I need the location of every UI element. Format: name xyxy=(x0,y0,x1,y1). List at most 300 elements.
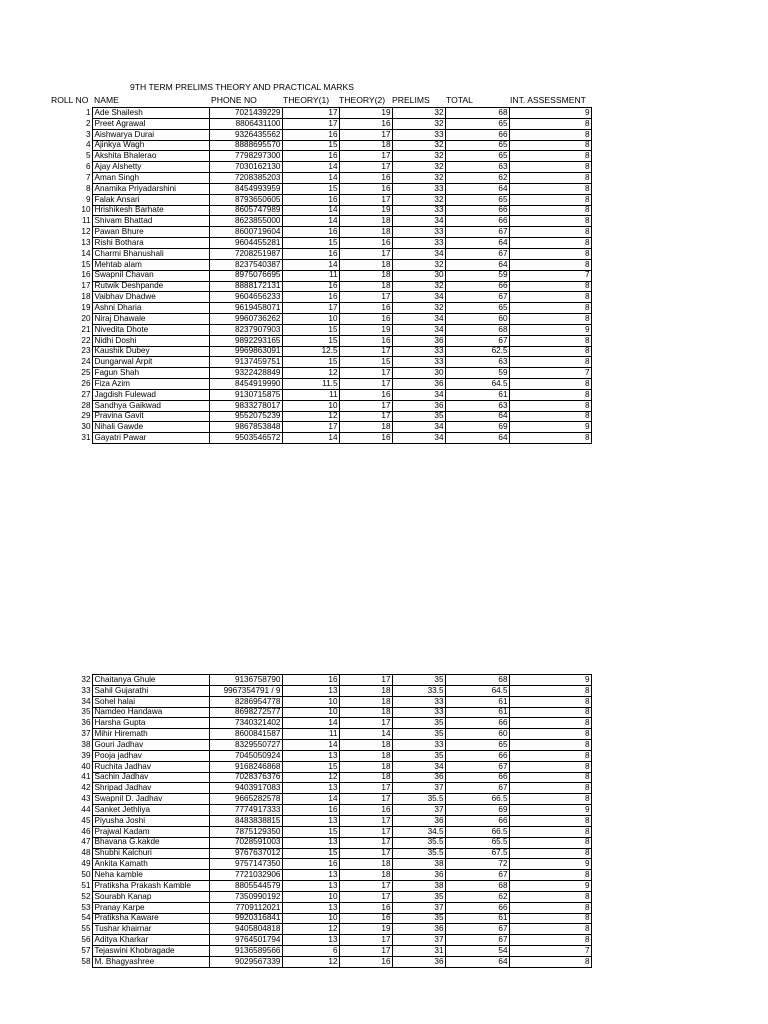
phone-cell: 8805544579 xyxy=(209,881,282,892)
table-row xyxy=(56,400,591,411)
theory-1-cell: 12 xyxy=(282,411,339,422)
prelims-cell: 34 xyxy=(392,324,445,335)
int-assessment-cell: 8 xyxy=(509,848,591,859)
prelims-cell: 32 xyxy=(392,173,445,184)
int-assessment-cell: 8 xyxy=(509,118,591,129)
table-row xyxy=(56,913,591,924)
theory-1-cell: 10 xyxy=(282,913,339,924)
roll-no-cell: 58 xyxy=(81,956,91,966)
theory-1-cell: 15 xyxy=(282,761,339,772)
prelims-cell: 36 xyxy=(392,924,445,935)
phone-cell: 9403917083 xyxy=(209,783,282,794)
roll-no-cell: 25 xyxy=(81,368,91,378)
name-cell: Tushar khairnar xyxy=(92,924,209,935)
total-cell: 68 xyxy=(445,108,509,119)
theory-2-cell: 18 xyxy=(339,259,392,270)
total-cell: 63 xyxy=(445,400,509,411)
name-cell: Ruchita Jadhav xyxy=(92,761,209,772)
theory-2-cell: 17 xyxy=(339,368,392,379)
theory-1-cell: 17 xyxy=(282,422,339,433)
theory-1-cell: 16 xyxy=(282,227,339,238)
int-assessment-cell: 8 xyxy=(509,216,591,227)
theory-1-cell: 15 xyxy=(282,357,339,368)
phone-cell: 8605747989 xyxy=(209,205,282,216)
theory-1-cell: 13 xyxy=(282,935,339,946)
name-cell: Nihali Gawde xyxy=(92,422,209,433)
phone-cell: 7774917333 xyxy=(209,805,282,816)
int-assessment-cell: 8 xyxy=(509,794,591,805)
theory-1-cell: 13 xyxy=(282,783,339,794)
theory-1-cell: 6 xyxy=(282,946,339,957)
name-cell: Gouri Jadhav xyxy=(92,740,209,751)
total-cell: 62 xyxy=(445,173,509,184)
phone-cell: 9604656233 xyxy=(209,292,282,303)
theory-2-cell: 18 xyxy=(339,772,392,783)
theory-2-cell: 17 xyxy=(339,379,392,390)
name-cell: Sourabh Kanap xyxy=(92,891,209,902)
theory-2-cell: 18 xyxy=(339,140,392,151)
theory-1-cell: 11.5 xyxy=(282,379,339,390)
int-assessment-cell: 8 xyxy=(509,870,591,881)
roll-no-cell: 39 xyxy=(81,750,91,760)
table-row xyxy=(56,324,591,335)
int-assessment-cell: 8 xyxy=(509,227,591,238)
name-cell: Gayatri Pawar xyxy=(92,433,209,444)
phone-cell: 8975076695 xyxy=(209,270,282,281)
prelims-cell: 32 xyxy=(392,108,445,119)
prelims-cell: 37 xyxy=(392,805,445,816)
int-assessment-cell: 7 xyxy=(509,368,591,379)
total-cell: 68 xyxy=(445,324,509,335)
prelims-cell: 34 xyxy=(392,422,445,433)
table-row xyxy=(56,794,591,805)
prelims-cell: 34 xyxy=(392,248,445,259)
theory-2-cell: 17 xyxy=(339,292,392,303)
roll-no-cell: 27 xyxy=(81,389,91,399)
total-cell: 67.5 xyxy=(445,848,509,859)
total-cell: 62.5 xyxy=(445,346,509,357)
table-row xyxy=(56,826,591,837)
total-cell: 67 xyxy=(445,292,509,303)
theory-1-cell: 16 xyxy=(282,805,339,816)
int-assessment-cell: 8 xyxy=(509,183,591,194)
theory-1-cell: 16 xyxy=(282,281,339,292)
prelims-cell: 33 xyxy=(392,129,445,140)
header-theory-2: THEORY(2) xyxy=(339,95,386,105)
prelims-cell: 34 xyxy=(392,292,445,303)
theory-2-cell: 19 xyxy=(339,108,392,119)
int-assessment-cell: 8 xyxy=(509,411,591,422)
int-assessment-cell: 8 xyxy=(509,924,591,935)
theory-1-cell: 13 xyxy=(282,837,339,848)
int-assessment-cell: 8 xyxy=(509,956,591,967)
roll-no-cell: 7 xyxy=(85,172,91,182)
theory-2-cell: 17 xyxy=(339,891,392,902)
name-cell: Fiza Azim xyxy=(92,379,209,390)
total-cell: 67 xyxy=(445,335,509,346)
phone-cell: 9326435562 xyxy=(209,129,282,140)
name-cell: Akshita Bhalerao xyxy=(92,151,209,162)
total-cell: 64 xyxy=(445,183,509,194)
total-cell: 66 xyxy=(445,772,509,783)
table-row xyxy=(56,314,591,325)
theory-1-cell: 14 xyxy=(282,259,339,270)
total-cell: 60 xyxy=(445,729,509,740)
prelims-cell: 32 xyxy=(392,259,445,270)
table-row xyxy=(56,151,591,162)
name-cell: Neha kamble xyxy=(92,870,209,881)
theory-2-cell: 16 xyxy=(339,805,392,816)
prelims-cell: 33.5 xyxy=(392,685,445,696)
theory-2-cell: 17 xyxy=(339,162,392,173)
total-cell: 63 xyxy=(445,162,509,173)
name-cell: Aishwarya Durai xyxy=(92,129,209,140)
roll-no-cell: 12 xyxy=(81,227,91,237)
int-assessment-cell: 8 xyxy=(509,357,591,368)
int-assessment-cell: 8 xyxy=(509,173,591,184)
theory-1-cell: 14 xyxy=(282,794,339,805)
theory-1-cell: 12.5 xyxy=(282,346,339,357)
theory-1-cell: 14 xyxy=(282,205,339,216)
total-cell: 65 xyxy=(445,194,509,205)
int-assessment-cell: 9 xyxy=(509,859,591,870)
total-cell: 64 xyxy=(445,956,509,967)
prelims-cell: 35 xyxy=(392,729,445,740)
prelims-cell: 33 xyxy=(392,183,445,194)
prelims-cell: 35.5 xyxy=(392,794,445,805)
roll-no-cell: 48 xyxy=(81,848,91,858)
name-cell: Mehtab alam xyxy=(92,259,209,270)
prelims-cell: 32 xyxy=(392,151,445,162)
name-cell: Sandhya Gaikwad xyxy=(92,400,209,411)
name-cell: Pratiksha Kaware xyxy=(92,913,209,924)
phone-cell: 8329550727 xyxy=(209,740,282,751)
int-assessment-cell: 8 xyxy=(509,707,591,718)
total-cell: 66 xyxy=(445,129,509,140)
total-cell: 64 xyxy=(445,411,509,422)
name-cell: Ajinkya Wagh xyxy=(92,140,209,151)
theory-1-cell: 16 xyxy=(282,194,339,205)
name-cell: Sachin Jadhav xyxy=(92,772,209,783)
theory-1-cell: 10 xyxy=(282,696,339,707)
phone-cell: 9920316841 xyxy=(209,913,282,924)
int-assessment-cell: 7 xyxy=(509,946,591,957)
prelims-cell: 32 xyxy=(392,303,445,314)
int-assessment-cell: 8 xyxy=(509,685,591,696)
theory-1-cell: 11 xyxy=(282,389,339,400)
theory-2-cell: 19 xyxy=(339,324,392,335)
prelims-cell: 35 xyxy=(392,675,445,686)
theory-1-cell: 13 xyxy=(282,815,339,826)
int-assessment-cell: 8 xyxy=(509,826,591,837)
theory-1-cell: 13 xyxy=(282,870,339,881)
table-row xyxy=(56,935,591,946)
roll-no-cell: 28 xyxy=(81,400,91,410)
theory-2-cell: 17 xyxy=(339,151,392,162)
name-cell: Hrishikesh Barhate xyxy=(92,205,209,216)
theory-2-cell: 18 xyxy=(339,216,392,227)
theory-2-cell: 14 xyxy=(339,729,392,740)
name-cell: Pooja jadhav xyxy=(92,750,209,761)
total-cell: 66.5 xyxy=(445,826,509,837)
int-assessment-cell: 8 xyxy=(509,891,591,902)
roll-no-cell: 8 xyxy=(85,183,91,193)
theory-1-cell: 17 xyxy=(282,118,339,129)
header-name: NAME xyxy=(94,95,119,105)
prelims-cell: 32 xyxy=(392,162,445,173)
phone-cell: 9764501794 xyxy=(209,935,282,946)
theory-1-cell: 12 xyxy=(282,924,339,935)
total-cell: 69 xyxy=(445,805,509,816)
theory-2-cell: 17 xyxy=(339,837,392,848)
roll-no-cell: 11 xyxy=(82,216,91,226)
theory-2-cell: 16 xyxy=(339,335,392,346)
name-cell: Sahil Gujarathi xyxy=(92,685,209,696)
header-roll-no: ROLL NO xyxy=(51,95,89,105)
table-row xyxy=(56,335,591,346)
table-row xyxy=(56,227,591,238)
header-int-assessment: INT. ASSESSMENT xyxy=(510,95,586,105)
total-cell: 67 xyxy=(445,783,509,794)
phone-cell: 7208385203 xyxy=(209,173,282,184)
total-cell: 69 xyxy=(445,422,509,433)
int-assessment-cell: 8 xyxy=(509,772,591,783)
theory-1-cell: 12 xyxy=(282,368,339,379)
theory-2-cell: 16 xyxy=(339,118,392,129)
prelims-cell: 36 xyxy=(392,400,445,411)
phone-cell: 8888695570 xyxy=(209,140,282,151)
int-assessment-cell: 8 xyxy=(509,194,591,205)
table-row xyxy=(56,162,591,173)
total-cell: 68 xyxy=(445,881,509,892)
int-assessment-cell: 9 xyxy=(509,805,591,816)
prelims-cell: 38 xyxy=(392,881,445,892)
roll-no-cell: 31 xyxy=(81,433,91,443)
name-cell: Falak Ansari xyxy=(92,194,209,205)
header-phone-no: PHONE NO xyxy=(211,95,257,105)
phone-cell: 7021439229 xyxy=(209,108,282,119)
phone-cell: 8623855000 xyxy=(209,216,282,227)
total-cell: 64.5 xyxy=(445,379,509,390)
total-cell: 68 xyxy=(445,675,509,686)
prelims-cell: 35 xyxy=(392,750,445,761)
total-cell: 65 xyxy=(445,140,509,151)
prelims-cell: 33 xyxy=(392,707,445,718)
theory-1-cell: 15 xyxy=(282,335,339,346)
table-row xyxy=(56,902,591,913)
theory-2-cell: 18 xyxy=(339,740,392,751)
prelims-cell: 33 xyxy=(392,740,445,751)
table-row xyxy=(56,140,591,151)
roll-no-cell: 43 xyxy=(81,794,91,804)
theory-2-cell: 16 xyxy=(339,303,392,314)
roll-no-cell: 52 xyxy=(81,891,91,901)
name-cell: Nivedita Dhote xyxy=(92,324,209,335)
roll-no-cell: 56 xyxy=(81,935,91,945)
phone-cell: 8286954778 xyxy=(209,696,282,707)
int-assessment-cell: 8 xyxy=(509,761,591,772)
table-row xyxy=(56,303,591,314)
table-row xyxy=(56,270,591,281)
table-row xyxy=(56,118,591,129)
roll-no-cell: 49 xyxy=(81,859,91,869)
theory-2-cell: 18 xyxy=(339,696,392,707)
roll-no-cell: 6 xyxy=(85,162,91,172)
total-cell: 54 xyxy=(445,946,509,957)
name-cell: Bhavana G.kakde xyxy=(92,837,209,848)
prelims-cell: 34 xyxy=(392,314,445,325)
theory-2-cell: 19 xyxy=(339,924,392,935)
roll-no-cell: 21 xyxy=(81,324,91,334)
total-cell: 61 xyxy=(445,696,509,707)
total-cell: 67 xyxy=(445,227,509,238)
name-cell: Ashni Dharia xyxy=(92,303,209,314)
theory-2-cell: 17 xyxy=(339,675,392,686)
theory-2-cell: 16 xyxy=(339,183,392,194)
phone-cell: 9503546572 xyxy=(209,433,282,444)
prelims-cell: 33 xyxy=(392,346,445,357)
theory-2-cell: 15 xyxy=(339,357,392,368)
prelims-cell: 34 xyxy=(392,389,445,400)
int-assessment-cell: 8 xyxy=(509,346,591,357)
roll-no-cell: 36 xyxy=(81,718,91,728)
total-cell: 67 xyxy=(445,924,509,935)
roll-no-cell: 24 xyxy=(81,357,91,367)
phone-cell: 7350990192 xyxy=(209,891,282,902)
phone-cell: 9322428849 xyxy=(209,368,282,379)
theory-2-cell: 18 xyxy=(339,870,392,881)
table-row xyxy=(56,685,591,696)
theory-2-cell: 17 xyxy=(339,194,392,205)
theory-2-cell: 17 xyxy=(339,848,392,859)
name-cell: Jagdish Fulewad xyxy=(92,389,209,400)
roll-no-cell: 41 xyxy=(81,772,91,782)
header-prelims: PRELIMS xyxy=(392,95,430,105)
phone-cell: 7028591003 xyxy=(209,837,282,848)
prelims-cell: 36 xyxy=(392,772,445,783)
table-row xyxy=(56,805,591,816)
name-cell: Namdeo Handawa xyxy=(92,707,209,718)
table-row xyxy=(56,815,591,826)
total-cell: 67 xyxy=(445,935,509,946)
int-assessment-cell: 8 xyxy=(509,729,591,740)
phone-cell: 9619458071 xyxy=(209,303,282,314)
name-cell: Prajwal Kadam xyxy=(92,826,209,837)
total-cell: 66 xyxy=(445,718,509,729)
int-assessment-cell: 8 xyxy=(509,740,591,751)
phone-cell: 7798297300 xyxy=(209,151,282,162)
total-cell: 65 xyxy=(445,118,509,129)
theory-2-cell: 18 xyxy=(339,281,392,292)
theory-2-cell: 17 xyxy=(339,718,392,729)
phone-cell: 9867853848 xyxy=(209,422,282,433)
phone-cell: 8793650605 xyxy=(209,194,282,205)
table-row xyxy=(56,729,591,740)
roll-no-cell: 19 xyxy=(81,303,91,312)
theory-2-cell: 18 xyxy=(339,750,392,761)
theory-2-cell: 18 xyxy=(339,859,392,870)
theory-1-cell: 15 xyxy=(282,324,339,335)
int-assessment-cell: 8 xyxy=(509,913,591,924)
name-cell: Rutwik Deshpande xyxy=(92,281,209,292)
theory-2-cell: 17 xyxy=(339,400,392,411)
prelims-cell: 35 xyxy=(392,913,445,924)
prelims-cell: 34 xyxy=(392,433,445,444)
name-cell: Niraj Dhawale xyxy=(92,314,209,325)
int-assessment-cell: 8 xyxy=(509,335,591,346)
table-row xyxy=(56,891,591,902)
phone-cell: 9967354791 / 9 xyxy=(209,685,282,696)
table-row xyxy=(56,740,591,751)
phone-cell: 8454993959 xyxy=(209,183,282,194)
phone-cell: 9136758790 xyxy=(209,675,282,686)
total-cell: 66 xyxy=(445,815,509,826)
prelims-cell: 32 xyxy=(392,194,445,205)
phone-cell: 9767637012 xyxy=(209,848,282,859)
phone-cell: 9969863091 xyxy=(209,346,282,357)
theory-1-cell: 16 xyxy=(282,248,339,259)
table-row xyxy=(56,696,591,707)
roll-no-cell: 54 xyxy=(81,913,91,923)
theory-2-cell: 18 xyxy=(339,707,392,718)
table-row xyxy=(56,837,591,848)
theory-1-cell: 16 xyxy=(282,292,339,303)
roll-no-cell: 32 xyxy=(81,674,91,684)
total-cell: 67 xyxy=(445,870,509,881)
name-cell: Sohel halai xyxy=(92,696,209,707)
prelims-cell: 35 xyxy=(392,891,445,902)
int-assessment-cell: 8 xyxy=(509,303,591,314)
table-row xyxy=(56,772,591,783)
name-cell: Mihir Hiremath xyxy=(92,729,209,740)
theory-1-cell: 15 xyxy=(282,826,339,837)
theory-2-cell: 16 xyxy=(339,902,392,913)
roll-no-cell: 50 xyxy=(81,870,91,879)
phone-cell: 7709112021 xyxy=(209,902,282,913)
roll-no-cell: 17 xyxy=(81,281,91,291)
name-cell: Dungarwal Arpit xyxy=(92,357,209,368)
theory-2-cell: 18 xyxy=(339,761,392,772)
name-cell: Chaitanya Ghule xyxy=(92,675,209,686)
theory-1-cell: 13 xyxy=(282,902,339,913)
roll-no-cell: 13 xyxy=(81,237,91,247)
phone-cell: 7028376376 xyxy=(209,772,282,783)
total-cell: 64 xyxy=(445,259,509,270)
total-cell: 66 xyxy=(445,216,509,227)
total-cell: 65 xyxy=(445,740,509,751)
total-cell: 61 xyxy=(445,913,509,924)
phone-cell: 7875129350 xyxy=(209,826,282,837)
roll-no-cell: 5 xyxy=(85,151,91,161)
table-row xyxy=(56,924,591,935)
table-row xyxy=(56,368,591,379)
int-assessment-cell: 8 xyxy=(509,389,591,400)
theory-2-cell: 17 xyxy=(339,826,392,837)
theory-1-cell: 16 xyxy=(282,675,339,686)
table-row xyxy=(56,292,591,303)
theory-1-cell: 10 xyxy=(282,314,339,325)
theory-2-cell: 16 xyxy=(339,314,392,325)
roll-no-cell: 14 xyxy=(81,248,91,258)
total-cell: 60 xyxy=(445,314,509,325)
int-assessment-cell: 8 xyxy=(509,379,591,390)
phone-cell: 8888172131 xyxy=(209,281,282,292)
int-assessment-cell: 9 xyxy=(509,324,591,335)
total-cell: 66 xyxy=(445,281,509,292)
total-cell: 65 xyxy=(445,303,509,314)
theory-2-cell: 16 xyxy=(339,956,392,967)
int-assessment-cell: 8 xyxy=(509,718,591,729)
